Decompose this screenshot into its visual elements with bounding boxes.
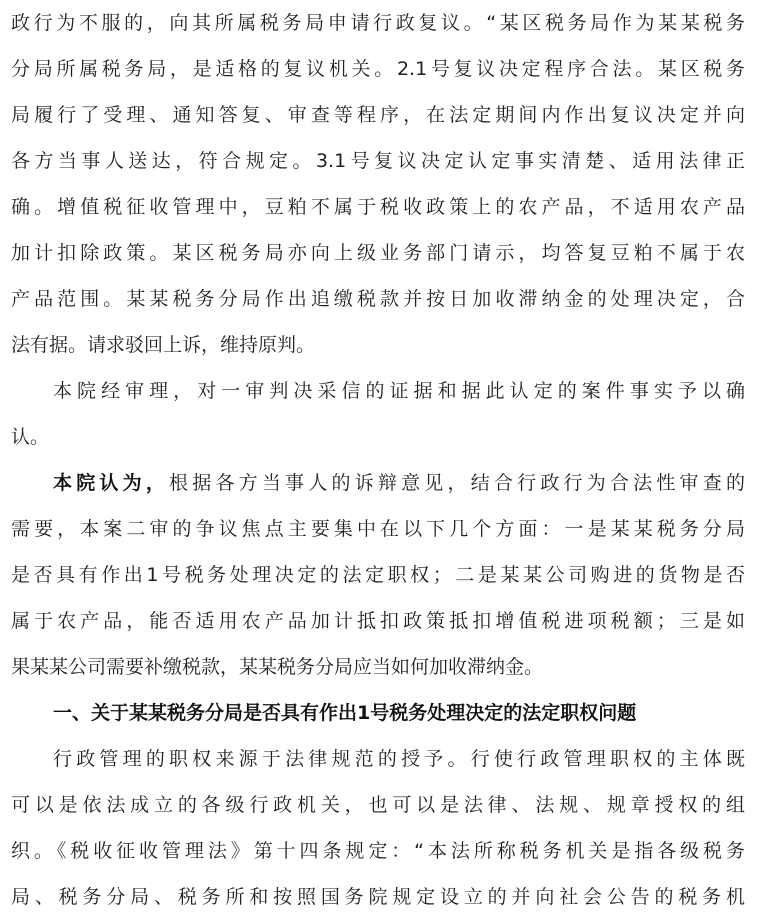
- text-line: 分局所属税务局，是适格的复议机关。2.1号复议决定程序合法。某区税务: [11, 58, 745, 80]
- text-line: 确。增值税征收管理中，豆粕不属于税收政策上的农产品，不适用农产品: [11, 196, 745, 218]
- text-line: 是否具有作出1号税务处理决定的法定职权；二是某某公司购进的货物是否: [11, 564, 745, 586]
- paragraph-authority: [11, 736, 745, 920]
- section-heading: 一、关于某某税务分局是否具有作出1号税务处理决定的法定职权问题: [53, 702, 637, 724]
- text-line: 可以是依法成立的各级行政机关，也可以是法律、法规、规章授权的组: [11, 794, 745, 816]
- text-line: 织。《税收征收管理法》第十四条规定：“本法所称税务机关是指各级税务: [11, 840, 745, 862]
- paragraph-appellee-statement: [11, 0, 745, 368]
- text-line: 局履行了受理、通知答复、审查等程序，在法定期间内作出复议决定并向: [11, 104, 745, 126]
- paragraph-court-opinion: [11, 460, 745, 690]
- document-body: [11, 0, 745, 920]
- text-line: 本院经审理，对一审判决采信的证据和据此认定的案件事实予以确: [53, 380, 745, 402]
- text-line: 行政管理的职权来源于法律规范的授予。行使行政管理职权的主体既: [53, 748, 745, 770]
- text-line: 各方当事人送达，符合规定。3.1号复议决定认定事实清楚、适用法律正: [11, 150, 745, 172]
- text-line: [11, 460, 745, 506]
- text-line: 政行为不服的，向其所属税务局申请行政复议。“某区税务局作为某某税务: [11, 12, 745, 34]
- text-line: 属于农产品，能否适用农产品加计抵扣政策抵扣增值税进项税额；三是如: [11, 610, 745, 632]
- text-line: 需要，本案二审的争议焦点主要集中在以下几个方面：一是某某税务分局: [11, 518, 745, 540]
- text-line: 局、税务分局、税务所和按照国务院规定设立的并向社会公告的税务机: [11, 886, 745, 908]
- text-line: 果某某公司需要补缴税款，某某税务分局应当如何加收滞纳金。: [11, 656, 544, 678]
- text-line: 法有据。请求驳回上诉，维持原判。: [11, 334, 316, 356]
- opinion-text: 根据各方当事人的诉辩意见，结合行政行为合法性审查的: [169, 472, 745, 494]
- text-line: 加计扣除政策。某区税务局亦向上级业务部门请示，均答复豆粕不属于农: [11, 242, 745, 264]
- text-line: 认。: [11, 426, 50, 448]
- opinion-lead: 本院认为，: [53, 472, 170, 494]
- paragraph-court-review: [11, 368, 745, 460]
- text-line: 产品范围。某某税务分局作出追缴税款并按日加收滞纳金的处理决定，合: [11, 288, 745, 310]
